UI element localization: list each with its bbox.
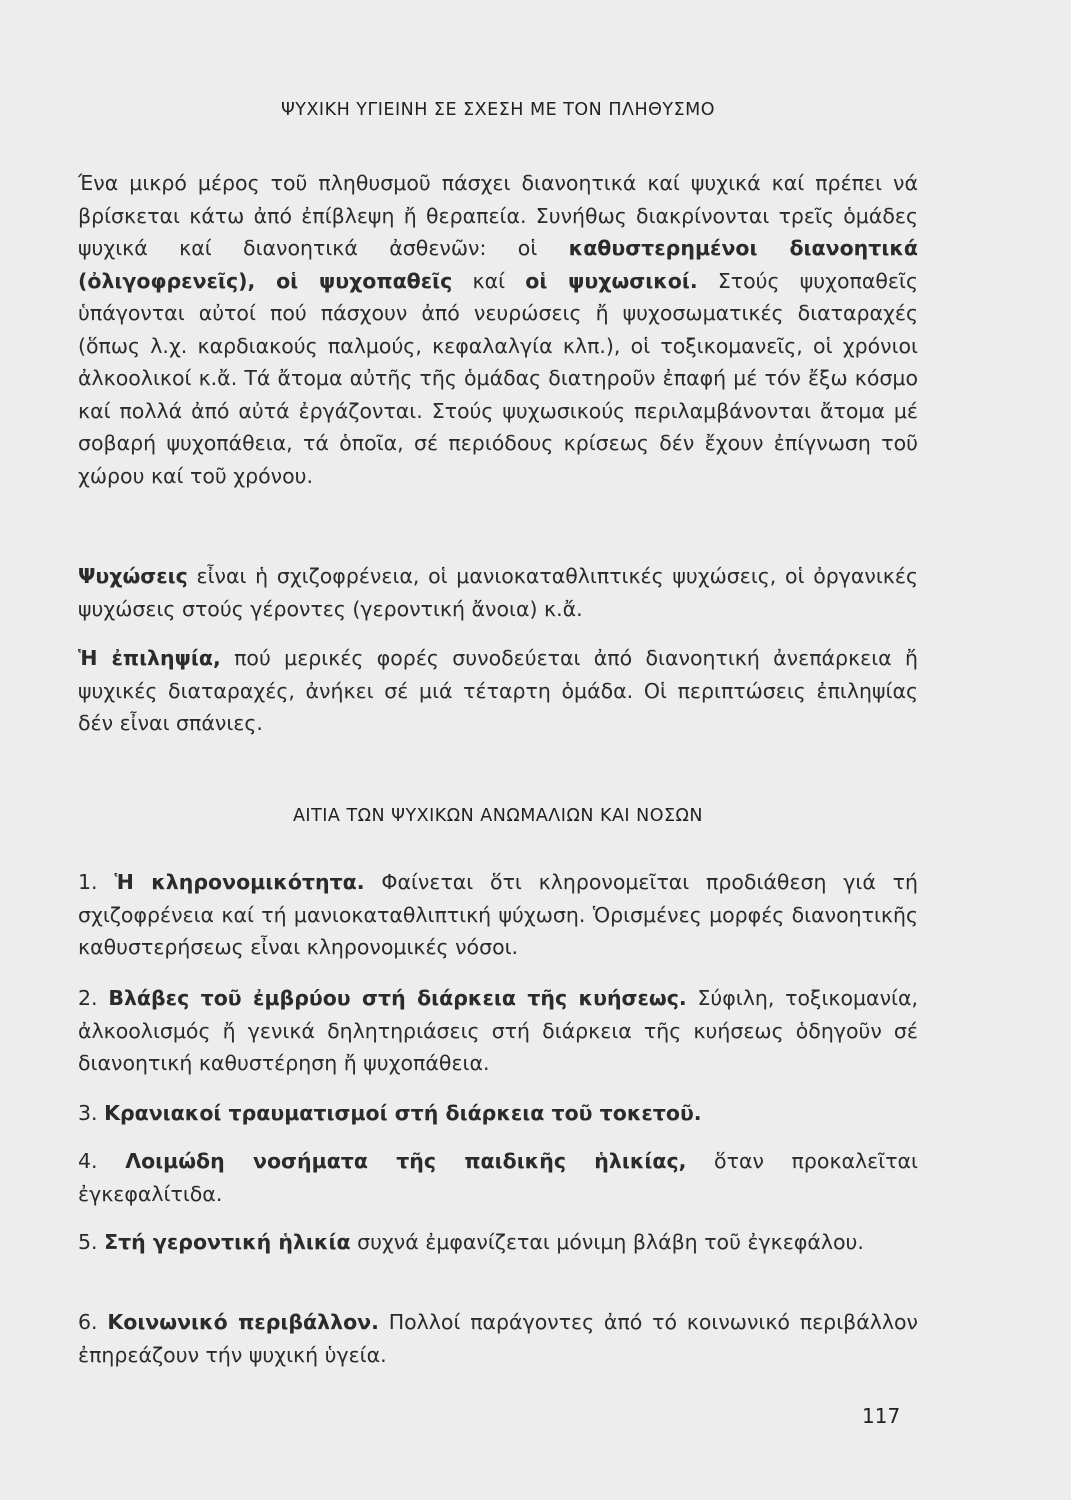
cause-item-1 (78, 866, 918, 964)
cause-item-number: 5. (78, 1230, 105, 1254)
page-number: 117 (862, 1404, 901, 1428)
section-heading-1: ΨΥΧΙΚΗ ΥΓΙΕΙΝΗ ΣΕ ΣΧΕΣΗ ΜΕ ΤΟΝ ΠΛΗΘΥΣΜΟ (280, 100, 716, 120)
cause-item-title: Λοιμώδη νοσήματα τῆς παιδικῆς ἡλικίας, (125, 1149, 687, 1173)
cause-item-number: 6. (78, 1310, 108, 1334)
cause-item-6 (78, 1306, 918, 1371)
paragraph-3-text: πού μερικές φορές συνοδεύεται ἀπό διανοητική ἀνεπάρκεια ἤ ψυχικές διαταραχές, ἀνήκει σέ μιά τέταρτη ὁμάδα. Οἱ περιπτώσεις ἐπιληψίας δέν εἶναι σπάνιες. (78, 646, 918, 735)
cause-item-number: 3. (78, 1101, 105, 1125)
paragraph-2-bold: Ψυχώσεις (78, 564, 188, 588)
cause-item-number: 4. (78, 1149, 126, 1173)
paragraph-3 (78, 642, 918, 740)
cause-item-text: συχνά ἐμφανίζεται μόνιμη βλάβη τοῦ ἐγκεφάλου. (350, 1230, 864, 1254)
cause-item-title: Κρανιακοί τραυματισμοί στή διάρκεια τοῦ τοκετοῦ. (104, 1101, 702, 1125)
cause-item-title: Ἡ κληρονομικότητα. (114, 870, 365, 894)
cause-item-text: ὅταν προκαλεῖται ἐγκεφαλίτιδα. (78, 1149, 918, 1206)
cause-item-number: 2. (78, 986, 109, 1010)
paragraph-1-bold-a: καθυστερημένοι διανοητικά (ὀλιγοφρενεῖς), οἱ ψυχοπαθεῖς (78, 236, 918, 293)
paragraph-1 (78, 167, 918, 492)
paragraph-1-bold-b: οἱ ψυχωσικοί. (525, 268, 698, 293)
cause-item-2 (78, 982, 918, 1080)
paragraph-1-text-b: καί (452, 268, 526, 293)
cause-item-title: Βλάβες τοῦ ἐμβρύου στή διάρκεια τῆς κυήσεως. (108, 986, 687, 1010)
paragraph-3-bold: Ἡ ἐπιληψία, (78, 646, 221, 670)
cause-item-text: Πολλοί παράγοντες ἀπό τό κοινωνικό περιβάλλον ἐπηρεάζουν τήν ψυχική ὑγεία. (78, 1310, 918, 1367)
cause-item-4 (78, 1145, 918, 1210)
cause-item-3 (78, 1097, 918, 1130)
cause-item-text: Σύφιλη, τοξικομανία, ἀλκοολισμός ἤ γενικά δηλητηριάσεις στή διάρκεια τῆς κυήσεως ὁδηγοῦν σέ διανοητική καθυστέρηση ἤ ψυχοπάθεια. (78, 986, 918, 1075)
paragraph-2-text: εἶναι ἡ σχιζοφρένεια, οἱ μανιοκαταθλιπτικές ψυχώσεις, οἱ ὀργανικές ψυχώσεις στούς γέροντες (γεροντική ἄνοια) κ.ἄ. (78, 564, 918, 621)
cause-item-title: Κοινωνικό περιβάλλον. (107, 1310, 379, 1334)
cause-item-5 (78, 1226, 918, 1259)
section-heading-2: ΑΙΤΙΑ ΤΩΝ ΨΥΧΙΚΩΝ ΑΝΩΜΑΛΙΩΝ ΚΑΙ ΝΟΣΩΝ (292, 806, 704, 826)
paragraph-2 (78, 560, 918, 625)
cause-item-title: Στή γεροντική ἡλικία (104, 1230, 351, 1254)
paragraph-1-text-c: Στούς ψυχοπαθεῖς ὑπάγονται αὐτοί πού πάσχουν ἀπό νευρώσεις ἤ ψυχοσωματικές διαταραχές (ὅπως λ.χ. καρδιακούς παλμούς, κεφαλαλγία κλπ.), οἱ τοξικομανεῖς, οἱ χρόνιοι ἀλκοολικοί κ.ἄ. Τά ἄτομα αὐτῆς τῆς ὁμάδας διατηροῦν ἐπαφή μέ τόν ἔξω κόσμο καί πολλά ἀπό αὐτά ἐργάζονται. Στούς ψυχωσικούς περιλαμβάνονται ἄτομα μέ σοβαρή ψυχοπάθεια, τά ὁποῖα, σέ περιόδους κρίσεως δέν ἔχουν ἐπίγνωση τοῦ χώρου καί τοῦ χρόνου. (78, 268, 918, 488)
cause-item-text: Φαίνεται ὅτι κληρονομεῖται προδιάθεση γιά τή σχιζοφρένεια καί τή μανιοκαταθλιπτική ψύχωση. Ὁρισμένες μορφές διανοητικῆς καθυστερήσεως εἶναι κληρονομικές νόσοι. (78, 870, 918, 959)
cause-item-number: 1. (78, 870, 115, 894)
paragraph-1-text-a: Ένα μικρό μέρος τοῦ πληθυσμοῦ πάσχει διανοητικά καί ψυχικά καί πρέπει νά βρίσκεται κάτω ἀπό ἐπίβλεψη ἤ θεραπεία. Συνήθως διακρίνονται τρεῖς ὁμάδες ψυχικά καί διανοητικά ἀσθενῶν: οἱ (78, 171, 918, 260)
